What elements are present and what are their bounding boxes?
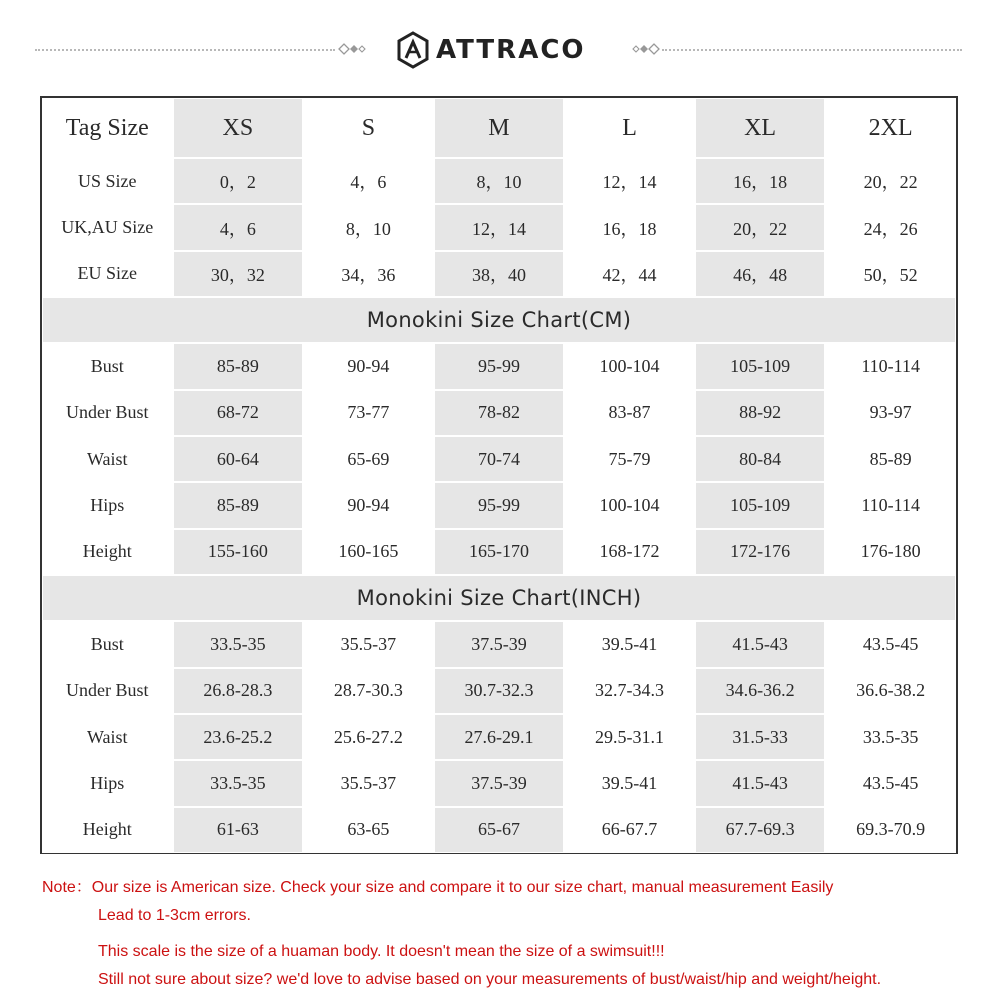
table-cell: 110-114 [825,343,956,389]
table-cell: 95-99 [434,343,565,389]
table-cell: 105-109 [695,482,826,528]
table-cell: 30.7-32.3 [434,668,565,714]
table-cell: 168-172 [564,529,695,575]
table-cell: 16，18 [695,158,826,204]
size-conversion-row [42,251,956,297]
table-cell: 29.5-31.1 [564,714,695,760]
table-cell: 85-89 [173,343,304,389]
table-cell: 172-176 [695,529,826,575]
table-cell: M [434,98,565,158]
table-cell: 31.5-33 [695,714,826,760]
inch-measurement-row [42,621,956,667]
table-cell: 83-87 [564,390,695,436]
table-cell: 43.5-45 [825,760,956,806]
table-cell: 35.5-37 [303,760,434,806]
inch-measurement-row [42,760,956,806]
table-cell: 176-180 [825,529,956,575]
table-cell: 33.5-35 [173,621,304,667]
inch-section-title: Monokini Size Chart(INCH) [42,575,956,621]
table-cell: 28.7-30.3 [303,668,434,714]
row-label: Under Bust [42,390,173,436]
brand-logo [396,30,586,70]
table-cell: 12，14 [434,204,565,250]
table-cell: 32.7-34.3 [564,668,695,714]
table-cell: 34，36 [303,251,434,297]
table-cell: 100-104 [564,343,695,389]
table-cell: 24，26 [825,204,956,250]
table-cell: 20，22 [825,158,956,204]
table-cell: 12，14 [564,158,695,204]
table-cell: 42，44 [564,251,695,297]
table-cell: 4，6 [173,204,304,250]
table-cell: 37.5-39 [434,621,565,667]
table-cell: XS [173,98,304,158]
table-cell: 4，6 [303,158,434,204]
table-cell: 155-160 [173,529,304,575]
table-cell: 39.5-41 [564,621,695,667]
cm-measurement-row [42,529,956,575]
table-cell: 105-109 [695,343,826,389]
row-label: EU Size [42,251,173,297]
table-cell: S [303,98,434,158]
left-divider [35,49,335,51]
size-conversion-row [42,204,956,250]
table-cell: 23.6-25.2 [173,714,304,760]
table-cell: 41.5-43 [695,760,826,806]
cm-measurement-row [42,390,956,436]
row-label: US Size [42,158,173,204]
note-line-1: Note：Our size is American size. Check your size and compare it to our size chart, manual measurement Easily [42,879,834,896]
table-cell: 20，22 [695,204,826,250]
table-cell: 41.5-43 [695,621,826,667]
row-label: UK,AU Size [42,204,173,250]
table-cell: 39.5-41 [564,760,695,806]
cm-measurement-row [42,343,956,389]
inch-measurement-row [42,668,956,714]
size-conversion-row [42,158,956,204]
size-notes [42,874,972,994]
table-cell: 30，32 [173,251,304,297]
table-cell: 33.5-35 [825,714,956,760]
row-label: Hips [42,482,173,528]
table-cell: 8，10 [303,204,434,250]
diamond-ornament-icon [336,42,366,56]
brand-name: ATTRACO [436,35,586,65]
row-label: Height [42,807,173,853]
note-line-2: Lead to 1-3cm errors. [98,907,251,924]
inch-measurement-row [42,714,956,760]
table-cell: 2XL [825,98,956,158]
right-divider [662,49,962,51]
table-cell: 0，2 [173,158,304,204]
table-cell: 70-74 [434,436,565,482]
attraco-hexagon-icon [396,31,430,69]
table-cell: 90-94 [303,343,434,389]
table-cell: 8，10 [434,158,565,204]
brand-header [0,0,1000,96]
table-cell: 50，52 [825,251,956,297]
table-cell: 80-84 [695,436,826,482]
table-cell: 16，18 [564,204,695,250]
table-cell: 100-104 [564,482,695,528]
diamond-ornament-icon [632,42,662,56]
table-cell: XL [695,98,826,158]
table-cell: 73-77 [303,390,434,436]
row-label: Bust [42,343,173,389]
table-cell: 38，40 [434,251,565,297]
table-cell: 68-72 [173,390,304,436]
row-label: Height [42,529,173,575]
cm-measurement-row [42,436,956,482]
table-cell: 85-89 [173,482,304,528]
size-chart-grid [42,98,956,853]
table-cell: 63-65 [303,807,434,853]
note-line-4: Still not sure about size? we'd love to advise based on your measurements of bust/waist/hip and weight/height. [98,971,882,988]
row-label: Bust [42,621,173,667]
table-cell: 46，48 [695,251,826,297]
table-cell: 65-67 [434,807,565,853]
table-cell: 90-94 [303,482,434,528]
table-cell: 65-69 [303,436,434,482]
cm-measurement-row [42,482,956,528]
table-cell: 88-92 [695,390,826,436]
table-cell: 110-114 [825,482,956,528]
row-label: Under Bust [42,668,173,714]
table-cell: 37.5-39 [434,760,565,806]
table-cell: 35.5-37 [303,621,434,667]
inch-measurement-row [42,807,956,853]
table-cell: 66-67.7 [564,807,695,853]
row-label: Tag Size [42,98,173,158]
table-cell: 85-89 [825,436,956,482]
table-cell: L [564,98,695,158]
row-label: Hips [42,760,173,806]
table-cell: 69.3-70.9 [825,807,956,853]
size-chart-table [40,96,958,854]
row-label: Waist [42,436,173,482]
table-cell: 160-165 [303,529,434,575]
cm-section-title: Monokini Size Chart(CM) [42,297,956,343]
table-cell: 33.5-35 [173,760,304,806]
table-cell: 34.6-36.2 [695,668,826,714]
table-cell: 61-63 [173,807,304,853]
table-cell: 78-82 [434,390,565,436]
table-cell: 67.7-69.3 [695,807,826,853]
table-cell: 60-64 [173,436,304,482]
table-cell: 43.5-45 [825,621,956,667]
table-cell: 75-79 [564,436,695,482]
table-cell: 36.6-38.2 [825,668,956,714]
table-cell: 26.8-28.3 [173,668,304,714]
tag-size-header-row [42,98,956,158]
table-cell: 25.6-27.2 [303,714,434,760]
table-cell: 95-99 [434,482,565,528]
table-cell: 93-97 [825,390,956,436]
table-cell: 27.6-29.1 [434,714,565,760]
row-label: Waist [42,714,173,760]
note-line-3: This scale is the size of a huaman body. It doesn't mean the size of a swimsuit!!! [98,943,665,960]
table-cell: 165-170 [434,529,565,575]
